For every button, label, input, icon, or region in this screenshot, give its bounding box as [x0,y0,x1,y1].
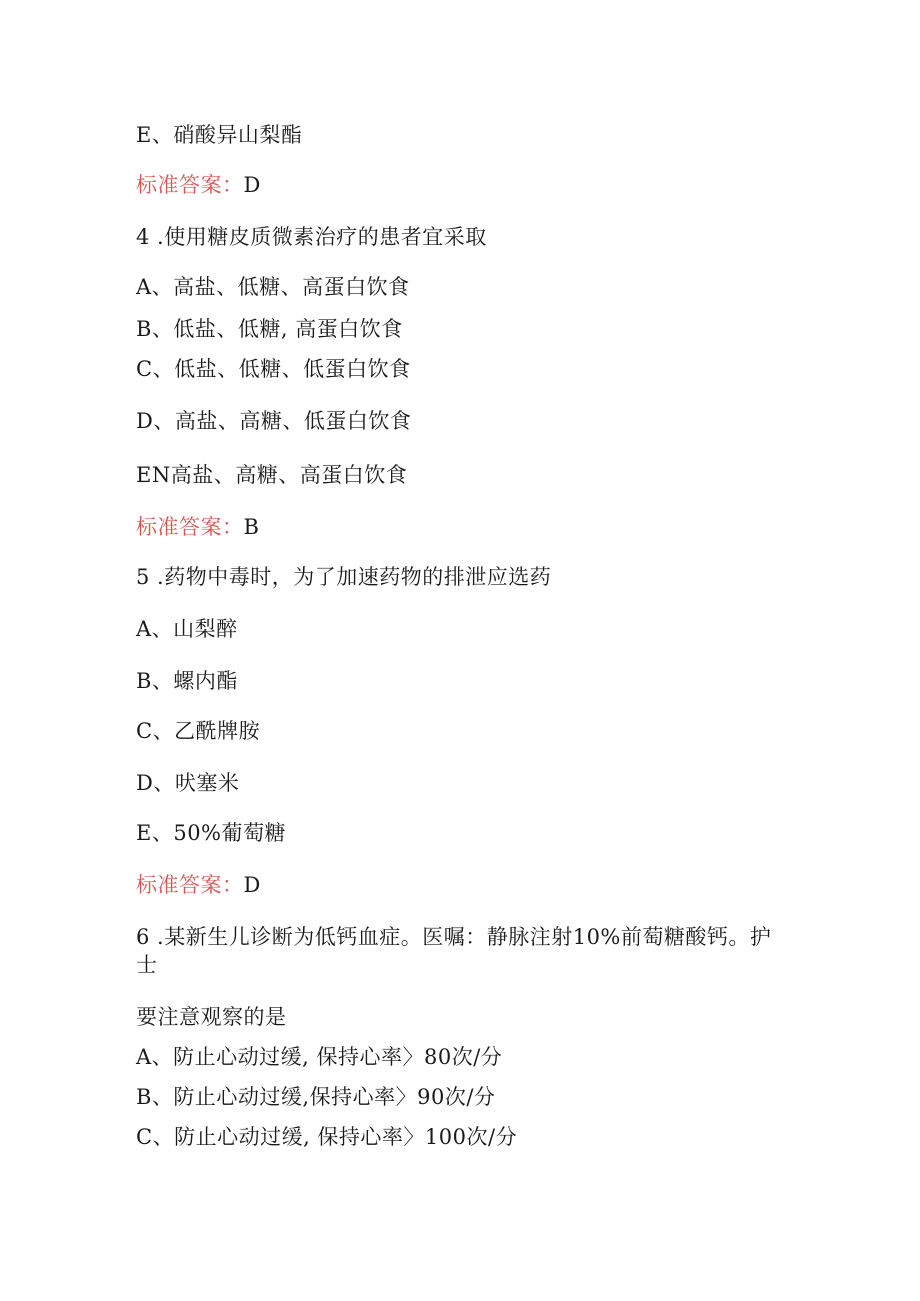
answer-value: D [243,873,261,897]
q5-stem: 5 .药物中毒时，为了加速药物的排泄应选药 [136,565,552,589]
q4-answer [136,514,259,540]
q6-option-c: C、防止心动过缓, 保持心率〉100次/分 [136,1125,518,1149]
q4-option-d: D、高盐、高糖、低蛋白饮食 [136,409,412,433]
q5-option-b: B、螺内酯 [136,669,238,693]
q6-option-b: B、防止心动过缓,保持心率〉90次/分 [136,1085,496,1109]
answer-value: D [243,173,261,197]
q4-option-e: EN高盐、高糖、高蛋白饮食 [136,463,408,487]
q4-option-a: A、高盐、低糖、高蛋白饮食 [136,275,410,299]
q5-option-c: C、乙酰牌胺 [136,719,261,743]
q6-stem-line3: 要注意观察的是 [136,1005,287,1029]
q4-option-b: B、低盐、低糖, 高蛋白饮食 [136,317,403,341]
answer-label: 标准答案： [136,173,244,197]
q6-stem-line2: 士 [136,953,158,977]
q3-option-e: E、硝酸异山梨酯 [136,123,303,147]
q6-option-a: A、防止心动过缓, 保持心率〉80次/分 [136,1045,503,1069]
q5-option-e: E、50%葡萄糖 [136,821,287,845]
q4-stem: 4 .使用糖皮质微素治疗的患者宜采取 [136,225,487,249]
q5-option-d: D、吠塞米 [136,771,240,795]
answer-label: 标准答案： [136,873,244,897]
q5-answer [136,872,261,898]
q4-option-c: C、低盐、低糖、低蛋白饮食 [136,357,411,381]
q5-option-a: A、山梨醉 [136,617,238,641]
q3-answer [136,172,261,198]
answer-label: 标准答案： [136,515,244,539]
answer-value: B [243,515,260,539]
q6-stem-line1: 6 .某新生儿诊断为低钙血症。医嘱：静脉注射10%前萄糖酸钙。护 [136,925,772,949]
